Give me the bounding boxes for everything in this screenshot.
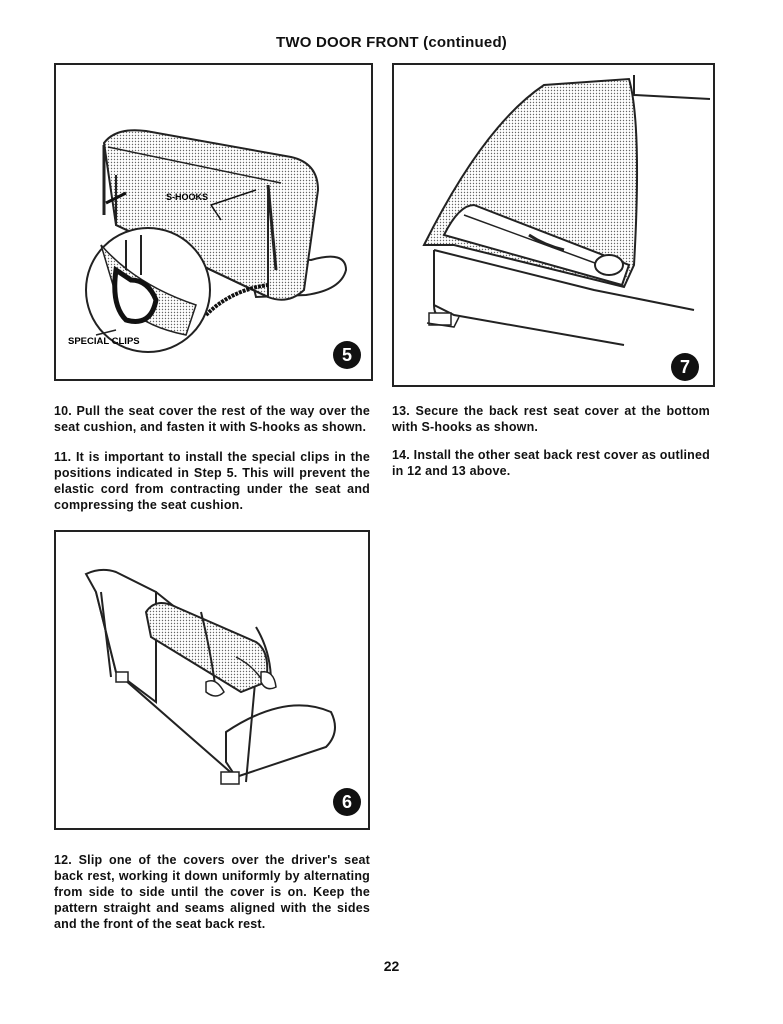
s-hooks-label: S-HOOKS: [166, 192, 209, 202]
figure-6-illustration: [56, 532, 368, 828]
figure-5: [54, 63, 373, 381]
figure-6-number: 6: [341, 792, 353, 812]
page-number: 22: [383, 958, 400, 974]
figure-6: [54, 530, 370, 830]
figure-5-illustration: [56, 65, 371, 379]
page-title: TWO DOOR FRONT (continued): [276, 34, 507, 51]
figure-7: [392, 63, 715, 387]
figure-7-illustration: [394, 65, 713, 385]
step-11-text: 11. It is important to install the special clips in the positions indicated in Step 5. This will prevent the elastic cord from contracting under the seat and compressing the seat cushion.: [54, 450, 370, 512]
step-10-text: 10. Pull the seat cover the rest of the way over the seat cushion, and fasten it with S-hooks as shown.: [54, 404, 370, 434]
step-12-text: 12. Slip one of the covers over the driver's seat back rest, working it down uniformly by alternating from side to side until the cover is on. Keep the pattern straight and seams aligned with the sides and the front of the seat back rest.: [54, 853, 370, 931]
figure-7-number: 7: [679, 357, 691, 377]
step-13-text: 13. Secure the back rest seat cover at the bottom with S-hooks as shown.: [392, 404, 710, 434]
step-14-text: 14. Install the other seat back rest cover as outlined in 12 and 13 above.: [392, 448, 710, 478]
special-clips-label: SPECIAL CLIPS: [68, 336, 140, 347]
figure-5-number: 5: [341, 345, 353, 365]
